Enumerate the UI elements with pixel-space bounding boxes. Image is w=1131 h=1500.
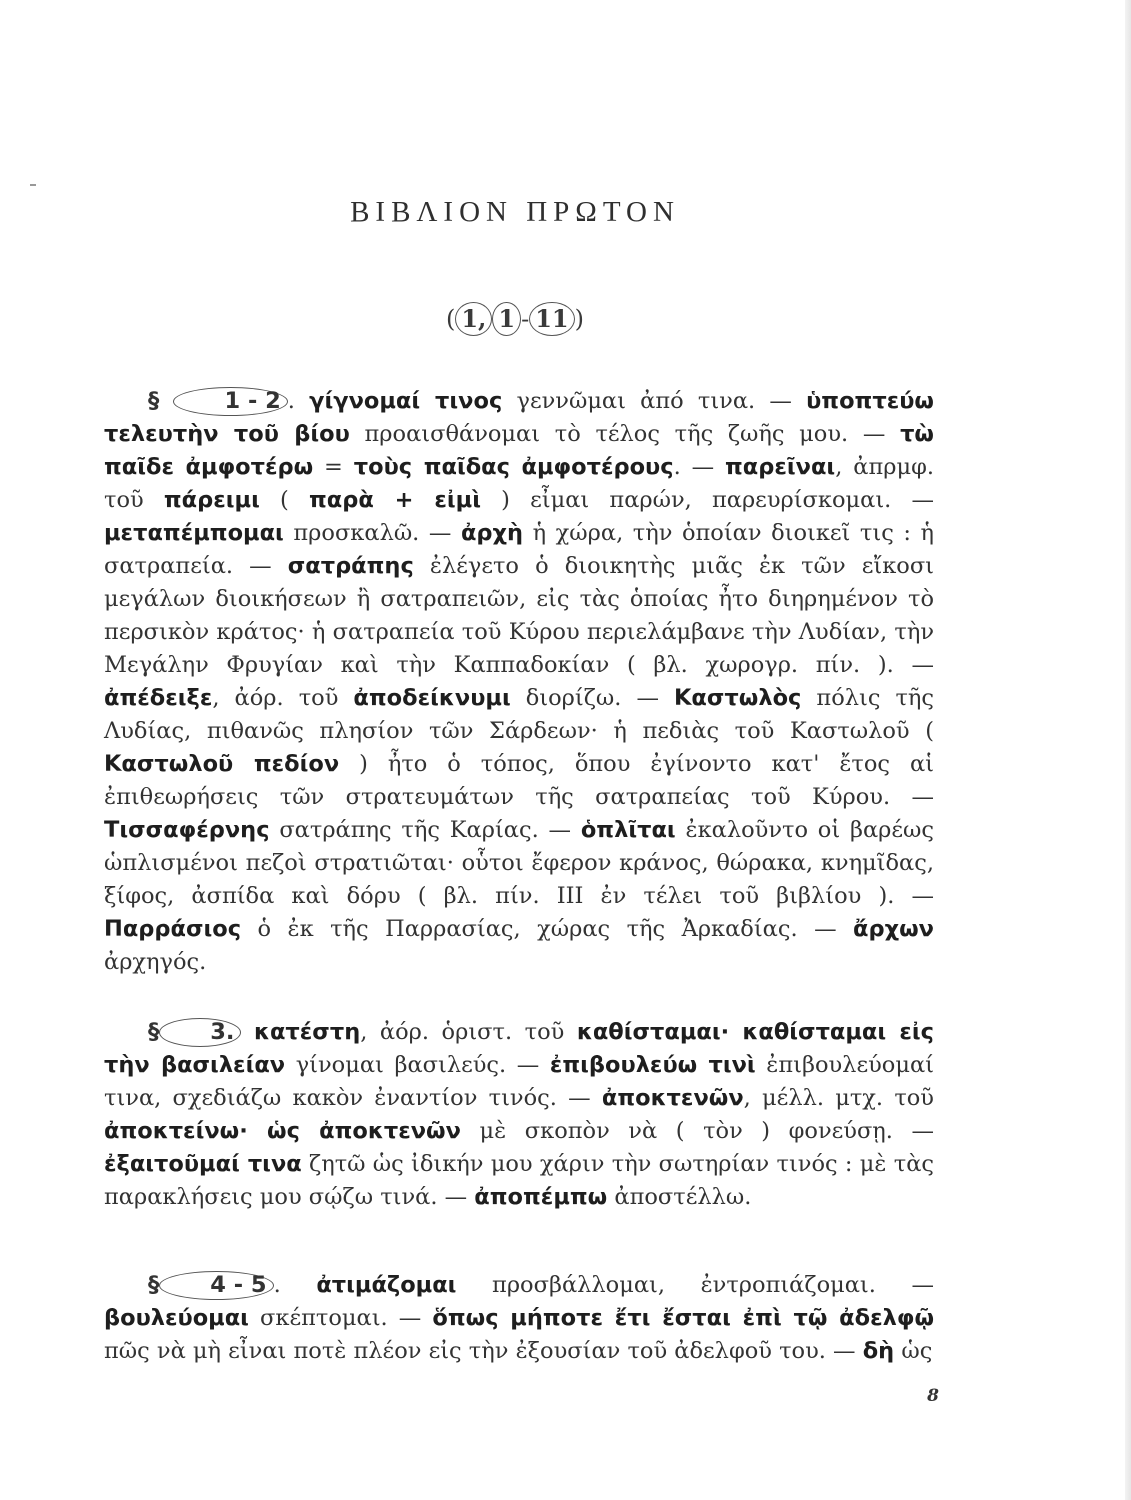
glossary-term: τοὺς παῖδας ἀμφοτέρους [353, 454, 674, 480]
definition-text: = [313, 454, 354, 480]
definition-text: . [287, 388, 310, 414]
definition-text: , ἀόρ. ὁριστ. τοῦ [360, 1019, 577, 1045]
definition-text: γεννῶμαι ἀπό τινα. — [502, 388, 807, 414]
glossary-term: δὴ [862, 1338, 895, 1364]
glossary-term: ἀπέδειξε [104, 685, 213, 711]
definition-text: ζητῶ ὡς ἰδικήν μου χάριν τὴν σωτηρίαν τινός : μὲ τὰς παρακλήσεις μου σῴζω τινά. — [104, 1151, 935, 1210]
definition-text: ὡς [894, 1338, 933, 1364]
glossary-term: Καστωλοῦ πεδίον [104, 751, 340, 777]
section-number: 4 - 5 [159, 1271, 273, 1300]
definition-text: προαισθάνομαι τὸ τέλος τῆς ζωῆς μου. — [349, 421, 901, 447]
commentary-paragraph-3 [104, 1269, 934, 1368]
definition-text: ἐπιβουλεύομαί τινα, σχεδιάζω κακὸν ἐναντίον τινός. — [104, 1052, 934, 1111]
glossary-term: ἀποκτενῶν [601, 1085, 744, 1111]
definition-text: ἐκαλοῦντο οἱ βαρέως ὡπλισμένοι πεζοὶ στρατιῶται· οὗτοι ἔφερον κράνος, θώρακα, κνημῖδας, ξίφος, ἀσπίδα καὶ δόρυ ( βλ. πίν. III ἐν τέλει τοῦ βιβλίου ). — [104, 817, 934, 909]
glossary-term: ἀτιμάζομαι [316, 1272, 457, 1298]
definition-text: πόλις τῆς Λυδίας, πιθανῶς πλησίον τῶν Σάρδεων· ἡ πεδιὰς τοῦ Καστωλοῦ ( [104, 685, 934, 744]
paragraph-text [104, 1269, 934, 1368]
glossary-term: μεταπέμπομαι [104, 520, 284, 546]
definition-text: ἀρχηγός. [104, 949, 207, 975]
glossary-term: ὁπλῖται [580, 817, 676, 843]
glossary-term: Καστωλὸς [674, 685, 802, 711]
definition-text: . [273, 1272, 317, 1298]
chapter-ref-to: 11 [529, 302, 574, 336]
definition-text: πῶς νὰ μὴ εἶναι ποτὲ πλέον εἰς τὴν ἐξουσίαν τοῦ ἀδελφοῦ του. — [104, 1338, 863, 1364]
glossary-term: ἀποκτείνω· ὡς ἀποκτενῶν [104, 1118, 461, 1144]
definition-text: , μέλλ. μτχ. τοῦ [743, 1085, 934, 1111]
definition-text: ἐλέγετο ὁ διοικητὴς μιᾶς ἐκ τῶν εἴκοσι μεγάλων διοικήσεων ἢ σατραπειῶν, εἰς τὰς ὁποίας ἦτο διηρημένον τὸ περσικὸν κράτος· ἡ σατραπεία τοῦ Κύρου περιελάμβανε τὴν Λυδίαν, τὴν Μεγάλην Φρυγίαν καὶ τὴν Καππαδοκίαν ( βλ. χωρογρ. πίν. ). — [104, 553, 935, 678]
definition-text: προσβάλλομαι, ἐντροπιάζομαι. — [456, 1272, 934, 1298]
definition-text: , ἀπρμφ. τοῦ [104, 454, 934, 513]
book-title: ΒΙΒΛΙΟΝ ΠΡΩΤΟΝ [350, 196, 680, 228]
chapter-ref-book: 1, [455, 302, 492, 336]
glossary-term: ἀποδείκνυμι [353, 685, 511, 711]
definition-text: σατράπης τῆς Καρίας. — [269, 817, 581, 843]
chapter-reference [0, 302, 1030, 336]
commentary-paragraph-1 [104, 385, 934, 979]
page-number: 8 [927, 1386, 939, 1406]
paragraph-text [104, 1016, 934, 1214]
glossary-term: καθίσταμαι· καθίσταμαι εἰς τὴν βασιλείαν [104, 1019, 934, 1078]
chapter-ref-dash: - [521, 305, 530, 333]
glossary-term: παρεῖναι [725, 454, 836, 480]
paragraph-text [104, 385, 934, 979]
definition-text: ὁ ἐκ τῆς Παρρασίας, χώρας τῆς Ἀρκαδίας. — [241, 916, 854, 942]
definition-text: . — [673, 454, 725, 480]
glossary-term: ὑποπτεύω τελευτὴν τοῦ βίου [104, 388, 934, 447]
section-sign: § [148, 388, 160, 414]
glossary-term: ἐξαιτοῦμαί τινα [104, 1151, 302, 1177]
commentary-paragraph-2 [104, 1016, 934, 1214]
chapter-ref-from: 1 [492, 302, 521, 336]
glossary-term: τὼ παῖδε ἀμφοτέρω [104, 421, 934, 480]
glossary-term: ἀποπέμπω [474, 1184, 608, 1210]
definition-text: γίνομαι βασιλεύς. — [285, 1052, 550, 1078]
glossary-term: ἄρχων [853, 916, 934, 942]
glossary-term: βουλεύομαι [104, 1305, 249, 1331]
glossary-term: ἐπιβουλεύω τινὶ [549, 1052, 756, 1078]
chapter-ref-open: ( [445, 305, 456, 333]
definition-text: διορίζω. — [510, 685, 674, 711]
chapter-ref-close: ) [574, 305, 585, 333]
definition-text: ) ἦτο ὁ τόπος, ὅπου ἐγίνοντο κατ' ἔτος αἱ ἐπιθεωρήσεις τῶν στρατευμάτων τῆς σατραπείας τοῦ Κύρου. — [104, 751, 934, 810]
definition-text: σκέπτομαι. — [248, 1305, 433, 1331]
section-sign: § [148, 1019, 160, 1045]
definition-text: ) εἶμαι παρών, παρευρίσκομαι. — [480, 487, 934, 513]
glossary-term: γίγνομαί τινος [309, 388, 503, 414]
definition-text: ἡ χώρα, τὴν ὁποίαν διοικεῖ τις : ἡ σατραπεία. — [104, 520, 934, 579]
glossary-term: παρὰ + εἰμὶ [308, 487, 481, 513]
section-sign: § [148, 1272, 160, 1298]
definition-text: προσκαλῶ. — [283, 520, 461, 546]
glossary-term: ὅπως μήποτε ἔτι ἔσται ἐπὶ τῷ ἀδελφῷ [432, 1305, 934, 1331]
glossary-term: ἀρχὴ [460, 520, 524, 546]
definition-text: μὲ σκοπὸν νὰ ( τὸν ) φονεύσῃ. — [460, 1118, 934, 1144]
definition-text: , ἀόρ. τοῦ [212, 685, 354, 711]
scan-mark [30, 184, 36, 186]
definition-text: ἀποστέλλω. [607, 1184, 752, 1210]
definition-text [241, 1019, 254, 1045]
page-edge-shadow [1125, 0, 1131, 1500]
section-number: 3. [159, 1018, 241, 1047]
glossary-term: πάρειμι [163, 487, 260, 513]
definition-text: ( [259, 487, 309, 513]
glossary-term: κατέστη [253, 1019, 361, 1045]
section-number: 1 - 2 [173, 387, 287, 416]
glossary-term: σατράπης [287, 553, 414, 579]
glossary-term: Τισσαφέρνης [104, 817, 270, 843]
glossary-term: Παρράσιος [104, 916, 242, 942]
